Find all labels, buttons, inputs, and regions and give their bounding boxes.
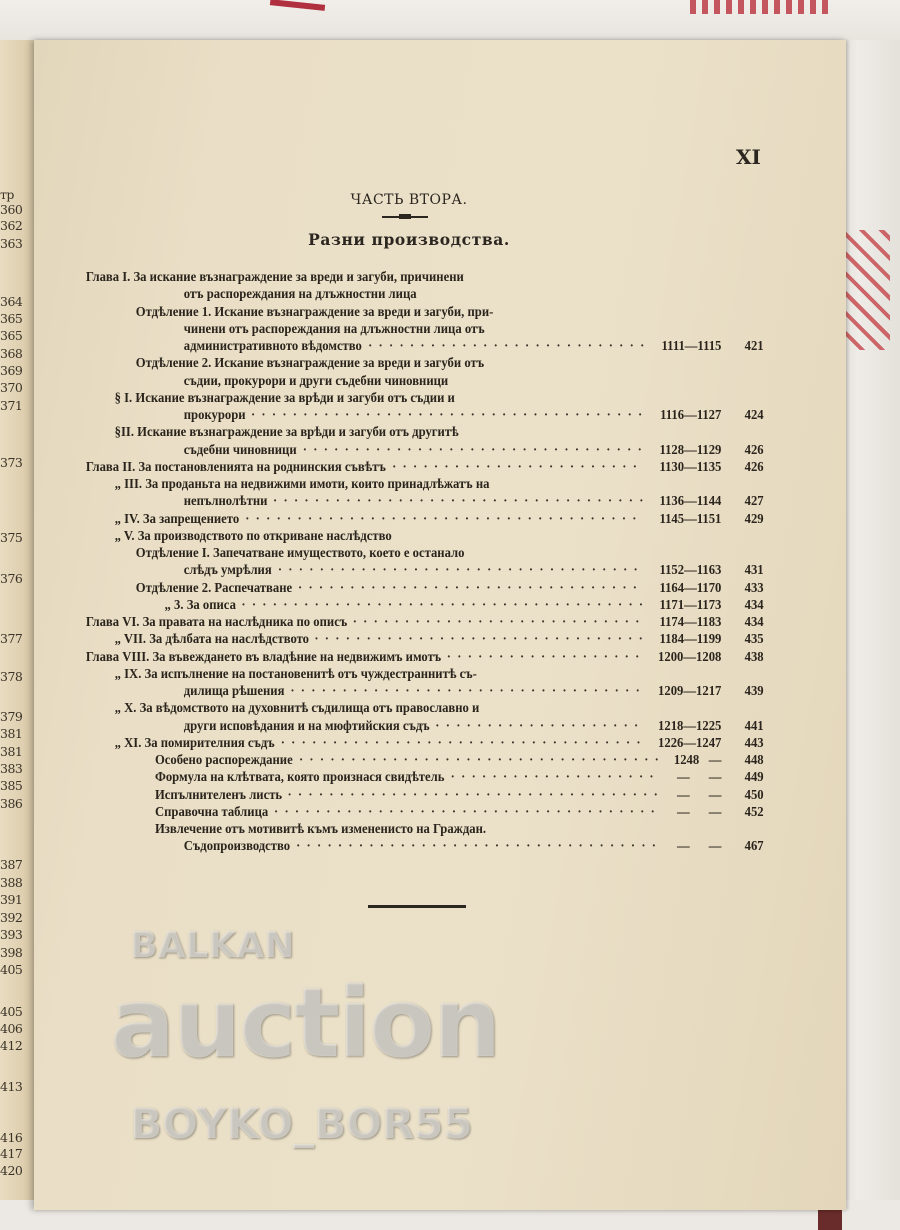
toc-entry-text: Съдопроизводство: [183, 838, 291, 854]
toc-entry-articles: 1174—1183: [659, 614, 722, 629]
toc-entry-text: Глава VIII. За въвеждането въ владѣние на недвижимъ имотъ: [85, 648, 442, 664]
toc-entry-text: Извлечение отъ мотивитѣ къмъ измененисто на Граждан.: [154, 821, 487, 836]
previous-page-number: 378: [0, 669, 23, 684]
toc-entry: [34, 596, 764, 613]
toc-entry-page: 435: [744, 631, 764, 647]
previous-page-number: 369: [0, 363, 23, 378]
toc-entry: [34, 475, 764, 492]
toc-entry-page: 427: [744, 493, 764, 509]
previous-page-number: 373: [0, 455, 23, 470]
toc-entry: [34, 630, 764, 647]
toc-entry-articles: 1200—1208: [658, 648, 722, 664]
toc-entry-page: 434: [744, 596, 764, 612]
previous-page-number: 375: [0, 530, 23, 545]
toc-entry-text: слѣдъ умрѣлия: [183, 562, 272, 578]
toc-entry-articles: 1152—1163: [659, 562, 722, 578]
toc-entry: [34, 285, 764, 302]
toc-entry: [34, 613, 764, 630]
table-of-contents: [34, 268, 794, 855]
previous-page-number: 391: [0, 892, 23, 907]
toc-entry-articles: 1164—1170: [659, 579, 722, 595]
dot-leader: ···································: [298, 752, 666, 767]
toc-entry-articles: 1145—1151: [659, 510, 722, 526]
toc-entry-text: Особено распореждание: [154, 752, 293, 767]
dot-leader: ·································: [302, 441, 649, 457]
toc-entry-articles: — —: [677, 838, 722, 854]
toc-entry-text: Отдѣление 1. Искание възнаграждение за вреди и загуби, при-: [135, 303, 494, 319]
toc-entry: [34, 441, 764, 458]
previous-page-number: 385: [0, 778, 23, 793]
toc-entry: [34, 699, 764, 716]
toc-entry: [34, 372, 764, 389]
toc-entry-page: 452: [744, 803, 764, 819]
dot-leader: ···································: [280, 734, 647, 750]
toc-entry: [34, 337, 764, 354]
toc-entry-page: 426: [744, 458, 764, 474]
toc-entry-text: „ VII. За дѣлбата на наслѣдството: [114, 631, 309, 647]
toc-entry-text: „ XI. За помирителния съдъ: [114, 734, 275, 750]
previous-page-number: 363: [0, 236, 23, 251]
toc-entry-text: Справочна таблица: [154, 803, 269, 819]
toc-entry: [34, 837, 764, 854]
previous-page-number: 379: [0, 709, 23, 724]
end-rule: [368, 905, 466, 908]
previous-page-number: тр: [0, 187, 14, 202]
toc-entry-articles: 1116—1127: [660, 407, 722, 422]
toc-entry: [34, 510, 764, 527]
previous-page-number: 376: [0, 571, 23, 586]
toc-entry: [34, 717, 764, 734]
toc-entry: [34, 768, 764, 785]
toc-entry: [34, 665, 764, 682]
toc-entry: [34, 803, 764, 820]
toc-entry-page: 438: [744, 648, 764, 664]
toc-entry-text: отъ распореждания на длъжностни лица: [183, 286, 417, 302]
toc-entry: [34, 527, 764, 544]
toc-entry-articles: 1248 —: [673, 752, 722, 767]
toc-entry-text: „ 3. За описа: [164, 596, 236, 612]
toc-entry-text: Отдѣление I. Запечатване имуществото, което е останало: [135, 545, 465, 560]
part-title: ЧАСТЬ ВТОРА.: [350, 192, 468, 208]
toc-entry-page: 450: [744, 786, 764, 802]
toc-entry: [34, 648, 764, 665]
previous-page-number: 417: [0, 1146, 23, 1161]
toc-entry: [34, 820, 764, 837]
previous-page-number: 381: [0, 744, 23, 759]
previous-page-number: 365: [0, 328, 23, 343]
previous-page-number: 406: [0, 1021, 23, 1036]
dot-leader: ····························: [352, 614, 646, 629]
toc-entry-page: 431: [744, 562, 764, 578]
toc-entry-articles: 1171—1173: [659, 596, 722, 612]
previous-page-number: 405: [0, 962, 23, 977]
toc-entry-page: 448: [744, 752, 764, 767]
previous-page-number: 413: [0, 1079, 23, 1094]
toc-entry: [34, 354, 764, 371]
toc-entry: [34, 751, 764, 768]
toc-entry-page: 433: [744, 579, 764, 595]
toc-entry: [34, 734, 764, 751]
toc-entry-page: 426: [744, 441, 764, 457]
toc-entry-articles: 1136—1144: [659, 493, 722, 509]
toc-entry-page: 443: [744, 734, 764, 750]
dot-leader: ····································: [273, 493, 650, 509]
toc-entry-text: „ IV. За запрещението: [114, 510, 240, 526]
dot-leader: ·····································: [274, 803, 662, 819]
toc-entry-articles: 1130—1135: [659, 458, 722, 474]
toc-entry: [34, 458, 764, 475]
toc-entry-articles: 1209—1217: [658, 683, 722, 698]
toc-entry: [34, 303, 764, 320]
dot-leader: ····················: [435, 717, 645, 733]
toc-entry-articles: — —: [677, 803, 722, 819]
previous-page-number: 392: [0, 910, 23, 925]
toc-entry-text: Глава II. За постановленията на роднинския съвѣтъ: [85, 458, 386, 474]
previous-page-number: 387: [0, 857, 23, 872]
toc-entry-articles: 1218—1225: [658, 717, 722, 733]
dot-leader: ·································: [298, 579, 644, 595]
dot-leader: ································: [314, 631, 650, 647]
dot-leader: ······································: [250, 407, 649, 422]
toc-entry-page: 439: [744, 683, 764, 698]
toc-entry-page: 434: [744, 614, 764, 629]
toc-entry-text: „ X. За вѣдомството на духовнитѣ съдилища отъ православно и: [114, 700, 480, 716]
watermark-line2: auction: [110, 967, 500, 1079]
toc-entry-text: „ IX. За испълнение на постановенитѣ отъ чуждестраннитѣ съ-: [114, 665, 477, 681]
dot-leader: ························: [392, 458, 644, 474]
previous-page-number: 371: [0, 398, 23, 413]
toc-entry-text: Отдѣление 2. Распечатване: [135, 579, 293, 595]
watermark-line3: BOYKO_BOR55: [130, 1099, 473, 1148]
previous-page-number: 405: [0, 1004, 23, 1019]
previous-page-number: 362: [0, 218, 23, 233]
toc-entry: [34, 492, 764, 509]
toc-entry-text: Глава I. За искание възнаграждение за вреди и загуби, причинени: [85, 269, 464, 284]
toc-entry: [34, 544, 764, 561]
dot-leader: ···························: [368, 338, 651, 353]
toc-entry-text: прокурори: [183, 407, 246, 422]
toc-entry: [34, 579, 764, 596]
toc-entry-page: 421: [744, 338, 764, 353]
toc-entry: [34, 389, 764, 406]
section-title: Разни производства.: [308, 230, 510, 249]
previous-page-number: 393: [0, 927, 23, 942]
dot-leader: ···················: [446, 648, 646, 664]
toc-entry-text: „ III. За проданьта на недвижими имоти, които принадлѣжатъ на: [114, 476, 490, 491]
dot-leader: ······································: [245, 510, 643, 526]
previous-page-number: 365: [0, 311, 23, 326]
toc-entry-text: § I. Искание възнаграждение за врѣди и загуби отъ съдии и: [114, 389, 455, 405]
previous-page-number: 368: [0, 346, 23, 361]
toc-entry-text: Отдѣление 2. Искание възнаграждение за вреди и загуби отъ: [135, 355, 485, 371]
toc-entry-page: 429: [744, 510, 764, 526]
previous-page-number: 364: [0, 294, 23, 309]
toc-entry: [34, 682, 764, 699]
toc-entry-page: 449: [744, 769, 764, 785]
toc-entry-articles: 1184—1199: [659, 631, 722, 647]
dot-leader: ···································: [277, 562, 645, 578]
ornament-divider: [382, 216, 428, 218]
toc-entry-articles: 1128—1129: [659, 441, 722, 457]
toc-entry-page: 424: [744, 407, 764, 422]
previous-page-number: 360: [0, 202, 23, 217]
toc-entry-text: дилища рѣшения: [183, 683, 285, 698]
toc-entry-text: съдии, прокурори и други съдебни чиновници: [183, 372, 449, 388]
toc-entry-text: чинени отъ распореждания на длъжностни лица отъ: [183, 320, 485, 336]
toc-entry-articles: — —: [677, 769, 722, 785]
toc-entry-text: непълнолѣтни: [183, 493, 268, 509]
toc-entry: [34, 561, 764, 578]
toc-entry: [34, 406, 764, 423]
previous-page-number: 416: [0, 1130, 23, 1145]
toc-entry-text: §II. Искание възнаграждение за врѣди и загуби отъ другитѣ: [114, 424, 459, 440]
toc-entry-text: Формула на клѣтвата, която произнася свидѣтель: [154, 769, 445, 785]
dot-leader: ···································: [296, 838, 663, 854]
previous-page-number: 377: [0, 631, 23, 646]
previous-page-number: 381: [0, 726, 23, 741]
watermark-line1: BALKAN: [130, 925, 295, 966]
page-number: XI: [736, 145, 761, 169]
previous-page-number: 388: [0, 875, 23, 890]
previous-page-number: 420: [0, 1163, 23, 1178]
toc-entry-text: „ V. За производството по откриване наслѣдство: [114, 527, 392, 543]
previous-page-number: 398: [0, 945, 23, 960]
dot-leader: ·······································: [241, 596, 650, 612]
toc-entry-page: 467: [744, 838, 764, 854]
toc-entry-articles: 1226—1247: [658, 734, 722, 750]
toc-entry-text: други исповѣдания и на мюфтийския съдъ: [183, 717, 430, 733]
toc-entry-articles: 1111—1115: [661, 338, 722, 353]
dot-leader: ····················: [450, 769, 660, 785]
previous-page-number: 386: [0, 796, 23, 811]
dot-leader: ··································: [290, 683, 647, 698]
toc-entry-articles: — —: [677, 786, 722, 802]
toc-entry-text: съдебни чиновници: [183, 441, 297, 457]
dot-leader: ····································: [287, 786, 665, 802]
toc-entry: [34, 268, 764, 285]
toc-entry-text: Глава VI. За правата на наслѣдника по описъ: [85, 614, 348, 629]
previous-page-number: 383: [0, 761, 23, 776]
toc-entry: [34, 320, 764, 337]
toc-entry-page: 441: [744, 717, 764, 733]
toc-entry-text: Испълнителенъ листь: [154, 786, 283, 802]
previous-page-number: 370: [0, 380, 23, 395]
previous-page-number: 412: [0, 1038, 23, 1053]
toc-entry-text: административното вѣдомство: [183, 338, 362, 353]
toc-entry: [34, 423, 764, 440]
toc-entry: [34, 786, 764, 803]
